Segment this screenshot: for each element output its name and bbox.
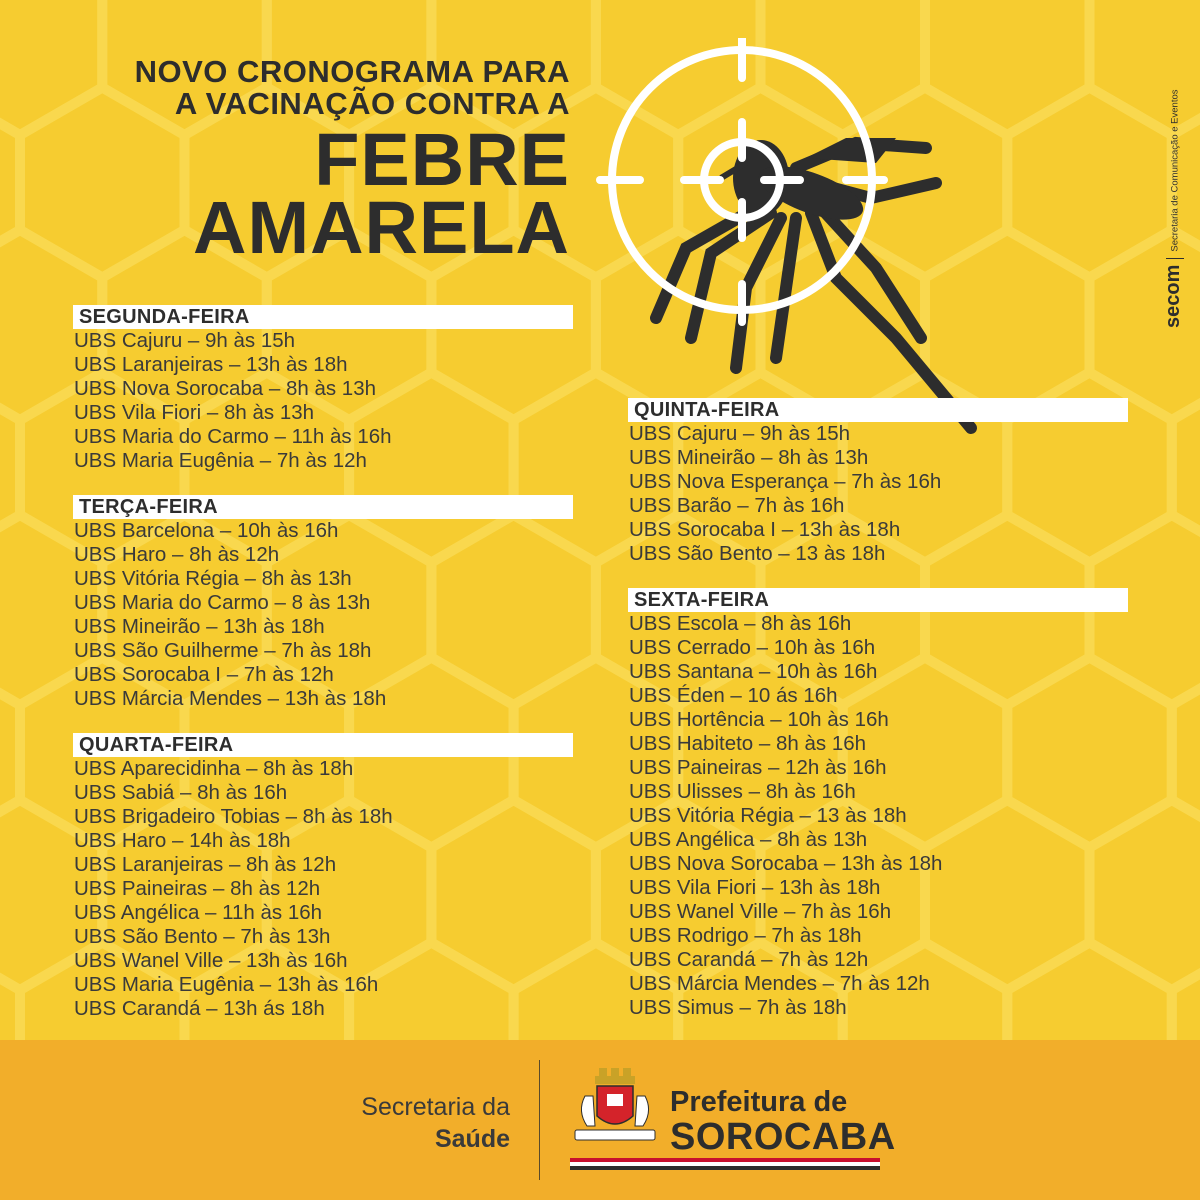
schedule-item: UBS Nova Sorocaba – 8h às 13h xyxy=(74,377,376,400)
schedule-item: UBS Brigadeiro Tobias – 8h às 18h xyxy=(74,805,393,828)
prefeitura-logo-text xyxy=(670,1086,896,1156)
schedule-item: UBS São Guilherme – 7h às 18h xyxy=(74,639,372,662)
schedule-item: UBS Vitória Régia – 13 às 18h xyxy=(629,804,907,827)
secom-subtitle: Secretaria de Comunicação e Eventos xyxy=(1169,89,1181,252)
schedule-item: UBS Laranjeiras – 8h às 12h xyxy=(74,853,337,876)
schedule-item: UBS Maria do Carmo – 11h às 16h xyxy=(74,425,392,448)
day-header: QUINTA-FEIRA xyxy=(628,398,1128,422)
schedule-item: UBS Paineiras – 8h às 12h xyxy=(74,877,321,900)
schedule-right-column xyxy=(628,398,1128,1020)
secom-brand xyxy=(1140,28,1184,328)
day-block-tuesday xyxy=(73,495,573,711)
prefeitura-line-2: SOROCABA xyxy=(670,1116,896,1158)
schedule-item: UBS Barcelona – 10h às 16h xyxy=(74,519,339,542)
schedule-item: UBS Sorocaba I – 13h às 18h xyxy=(629,518,901,541)
schedule-item: UBS Márcia Mendes – 13h às 18h xyxy=(74,687,387,710)
schedule-item: UBS Haro – 14h às 18h xyxy=(74,829,291,852)
schedule-item: UBS Wanel Ville – 13h às 16h xyxy=(74,949,348,972)
schedule-item: UBS Vila Fiori – 13h às 18h xyxy=(629,876,881,899)
schedule-item: UBS Maria Eugênia – 13h às 16h xyxy=(74,973,379,996)
schedule-item: UBS Sorocaba I – 7h às 12h xyxy=(74,663,334,686)
poster-title xyxy=(134,54,570,269)
secretaria-saude-label xyxy=(361,1092,510,1156)
title-line-3: FEBRE xyxy=(314,118,570,201)
secretaria-line-1: Secretaria da xyxy=(361,1093,510,1121)
title-line-2: A VACINAÇÃO CONTRA A xyxy=(174,86,570,121)
schedule-item: UBS Éden – 10 ás 16h xyxy=(629,684,838,707)
schedule-item: UBS Habiteto – 8h às 16h xyxy=(629,732,867,755)
schedule-item: UBS Angélica – 8h às 13h xyxy=(629,828,868,851)
day-header: SEXTA-FEIRA xyxy=(628,588,1128,612)
schedule-item: UBS São Bento – 13 às 18h xyxy=(629,542,886,565)
schedule-item: UBS Ulisses – 8h às 16h xyxy=(629,780,856,803)
schedule-item: UBS Mineirão – 8h às 13h xyxy=(629,446,869,469)
schedule-item: UBS Paineiras – 12h às 16h xyxy=(629,756,887,779)
schedule-item: UBS Escola – 8h às 16h xyxy=(629,612,852,635)
schedule-left-column xyxy=(73,305,573,1021)
schedule-item: UBS Cajuru – 9h às 15h xyxy=(629,422,851,445)
schedule-item: UBS Santana – 10h às 16h xyxy=(629,660,878,683)
schedule-item: UBS Nova Sorocaba – 13h às 18h xyxy=(629,852,943,875)
schedule-item: UBS Maria Eugênia – 7h às 12h xyxy=(74,449,367,472)
day-header: TERÇA-FEIRA xyxy=(73,495,573,519)
schedule-item: UBS Barão – 7h às 16h xyxy=(629,494,845,517)
title-line-4: AMARELA xyxy=(193,186,570,269)
day-block-monday xyxy=(73,305,573,473)
schedule-item: UBS Cajuru – 9h às 15h xyxy=(74,329,296,352)
schedule-item: UBS Carandá – 7h às 12h xyxy=(629,948,869,971)
title-line-1: NOVO CRONOGRAMA PARA xyxy=(134,54,570,89)
schedule-item: UBS Wanel Ville – 7h às 16h xyxy=(629,900,892,923)
day-block-friday xyxy=(628,588,1128,1020)
schedule-item: UBS Angélica – 11h às 16h xyxy=(74,901,323,924)
day-header: SEGUNDA-FEIRA xyxy=(73,305,573,329)
schedule-item: UBS Aparecidinha – 8h às 18h xyxy=(74,757,354,780)
city-crest-icon xyxy=(569,1066,661,1150)
schedule-item: UBS São Bento – 7h às 13h xyxy=(74,925,331,948)
schedule-item: UBS Simus – 7h às 18h xyxy=(629,996,847,1019)
day-header: QUARTA-FEIRA xyxy=(73,733,573,757)
flag-stripes xyxy=(570,1158,880,1170)
secretaria-line-2: Saúde xyxy=(434,1125,510,1153)
crosshair-mosquito-icon xyxy=(596,38,996,438)
schedule-item: UBS Rodrigo – 7h às 18h xyxy=(629,924,862,947)
schedule-item: UBS Cerrado – 10h às 16h xyxy=(629,636,876,659)
schedule-item: UBS Vitória Régia – 8h às 13h xyxy=(74,567,352,590)
day-block-thursday xyxy=(628,398,1128,566)
schedule-item: UBS Márcia Mendes – 7h às 12h xyxy=(629,972,930,995)
schedule-item: UBS Hortência – 10h às 16h xyxy=(629,708,889,731)
prefeitura-line-1: Prefeitura de xyxy=(670,1086,848,1118)
schedule-item: UBS Nova Esperança – 7h às 16h xyxy=(629,470,942,493)
schedule-item: UBS Mineirão – 13h às 18h xyxy=(74,615,325,638)
schedule-item: UBS Maria do Carmo – 8 às 13h xyxy=(74,591,371,614)
schedule-item: UBS Laranjeiras – 13h às 18h xyxy=(74,353,348,376)
schedule-item: UBS Carandá – 13h ás 18h xyxy=(74,997,325,1020)
schedule-item: UBS Sabiá – 8h às 16h xyxy=(74,781,288,804)
footer-divider xyxy=(539,1060,540,1180)
secom-name: secom xyxy=(1162,264,1184,328)
schedule-item: UBS Vila Fiori – 8h às 13h xyxy=(74,401,315,424)
day-block-wednesday xyxy=(73,733,573,1021)
schedule-item: UBS Haro – 8h às 12h xyxy=(74,543,280,566)
